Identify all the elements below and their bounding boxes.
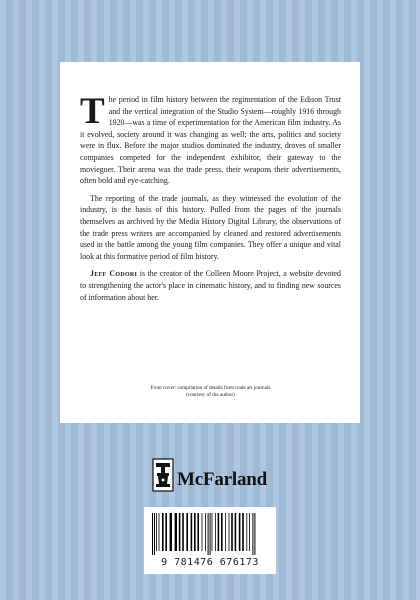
description-paragraph-2: The reporting of the trade journals, as they witnessed the evolution of the industry, is the basis of this history. Pulled from the pages of the journals themselves as archived by the Media History Digital Library, the observations of the trade press writers are accompanied by cleaned and restored advertisements used in the battle among the young film companies. They offer a unique and vital look at this formative period of film history. [80, 193, 341, 261]
author-name: Jeff Codori [90, 269, 138, 279]
cover-credit [80, 385, 341, 399]
back-cover-text-panel [60, 62, 360, 423]
author-bio-text: is the creator of the Colleen Moore Project, a website devoted to strengthening the actor's place in cinematic history, and to finding new sources of information about her. [80, 269, 341, 302]
author-bio [80, 268, 341, 303]
barcode [150, 513, 270, 555]
publisher-name: McFarland [177, 469, 268, 490]
description-paragraph-1 [80, 91, 341, 187]
description-paragraph-1-text: he period in film history between the regimentation of the Edison Trust and the vertical integration of the Studio System—roughly 1916 through 1920—was a time of experimentation for the American film industry. As it evolved, society around it was changing as well; the arts, politics and society were in flux. Before the major studios dominated the industry, droves of smaller companies competed for the independent exhibitor, their gateway to the moviegoer. Their arena was the trade press, their weapons their advertisements, often bold and eye-catching. [80, 95, 341, 186]
publisher-logo [152, 458, 272, 492]
barcode-label [144, 507, 276, 574]
book-description [80, 91, 341, 309]
cover-credit-line-1: Front cover: compilation of details from trade art journals [150, 385, 271, 391]
isbn-number: 9 781476 676173 [161, 557, 259, 568]
drop-cap: T [80, 91, 105, 132]
cover-credit-line-2: (courtesy of the author) [186, 391, 235, 398]
press-ornament-icon [152, 458, 174, 492]
